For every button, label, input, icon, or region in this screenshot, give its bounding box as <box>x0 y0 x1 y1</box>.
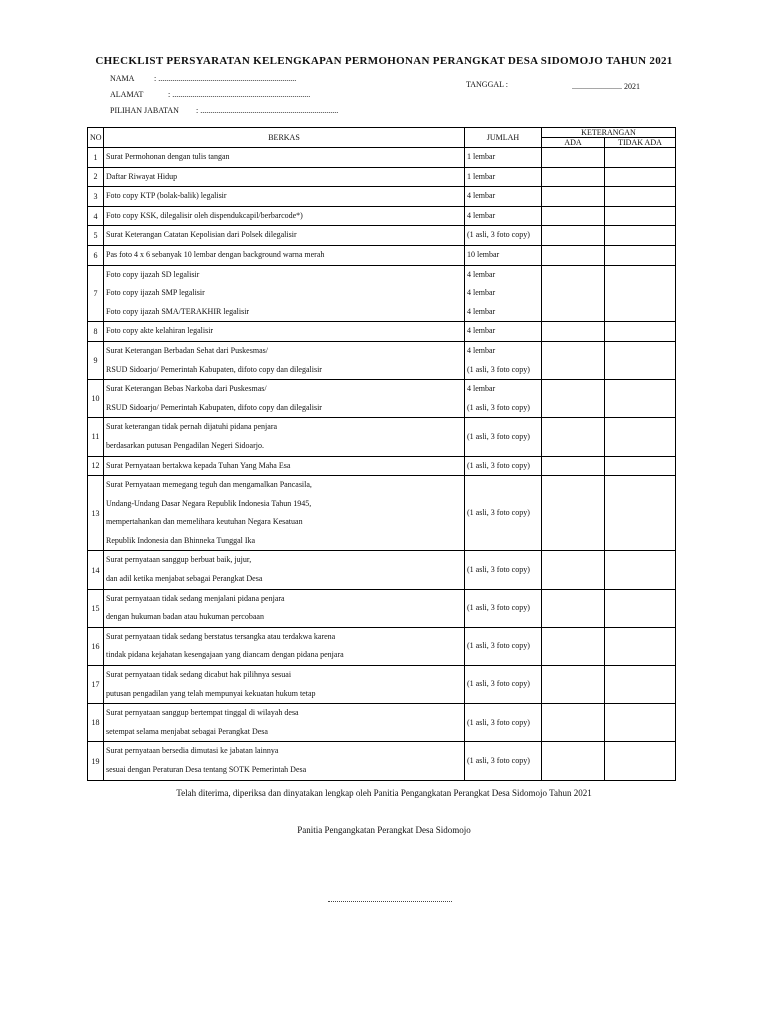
jumlah-line: (1 asli, 3 foto copy) <box>467 717 530 727</box>
row-number: 13 <box>88 476 104 551</box>
tidak-ada-checkbox-cell[interactable] <box>605 666 676 704</box>
ada-checkbox-cell[interactable] <box>542 380 605 418</box>
ada-checkbox-cell[interactable] <box>542 704 605 742</box>
berkas-line: setempat selama menjabat sebagai Perangkat Desa <box>106 726 268 736</box>
jumlah-line: (1 asli, 3 foto copy) <box>467 679 530 689</box>
table-row <box>88 206 676 226</box>
row-number: 15 <box>88 589 104 627</box>
jumlah-line: 10 lembar <box>467 249 500 259</box>
berkas-line: Surat Permohonan dengan tulis tangan <box>106 152 230 161</box>
berkas-line: RSUD Sidoarjo/ Pemerintah Kabupaten, difoto copy dan dilegalisir <box>106 402 322 412</box>
col-header-ada: ADA <box>542 138 605 148</box>
jumlah-cell <box>465 206 542 226</box>
ada-checkbox-cell[interactable] <box>542 666 605 704</box>
berkas-cell <box>104 226 465 246</box>
tidak-ada-checkbox-cell[interactable] <box>605 380 676 418</box>
berkas-line: Foto copy ijazah SD legalisir <box>106 269 200 279</box>
alamat-label: ALAMAT <box>110 90 144 99</box>
berkas-line: dan adil ketika menjabat sebagai Perangkat Desa <box>106 574 263 584</box>
nama-field: : ..................................................................... <box>154 74 297 83</box>
jumlah-cell <box>465 742 542 780</box>
ada-checkbox-cell[interactable] <box>542 742 605 780</box>
jumlah-line: 4 lembar <box>467 191 496 201</box>
berkas-cell <box>104 589 465 627</box>
berkas-cell <box>104 148 465 168</box>
table-row <box>88 341 676 379</box>
jumlah-cell <box>465 265 542 322</box>
ada-checkbox-cell[interactable] <box>542 148 605 168</box>
berkas-line: Foto copy akte kelahiran legalisir <box>106 326 214 336</box>
berkas-cell <box>104 704 465 742</box>
berkas-line: Pas foto 4 x 6 sebanyak 10 lembar dengan background warna merah <box>106 249 325 259</box>
jumlah-line: (1 asli, 3 foto copy) <box>467 431 530 441</box>
berkas-line: Surat pernyataan tidak sedang menjalani pidana penjara <box>106 593 285 603</box>
jumlah-cell <box>465 322 542 342</box>
berkas-cell <box>104 380 465 418</box>
jumlah-cell <box>465 245 542 265</box>
berkas-line: dengan hukuman badan atau hukuman percobaan <box>106 612 264 622</box>
table-row <box>88 167 676 187</box>
table-row <box>88 589 676 627</box>
jumlah-cell <box>465 341 542 379</box>
table-row <box>88 704 676 742</box>
ada-checkbox-cell[interactable] <box>542 187 605 207</box>
jumlah-line: 4 lembar <box>467 288 496 298</box>
col-header-jumlah: JUMLAH <box>465 128 542 148</box>
berkas-line: Surat Keterangan Berbadan Sehat dari Puskesmas/ <box>106 345 268 355</box>
jumlah-cell <box>465 187 542 207</box>
ada-checkbox-cell[interactable] <box>542 418 605 456</box>
berkas-cell <box>104 206 465 226</box>
jumlah-cell <box>465 627 542 665</box>
ada-checkbox-cell[interactable] <box>542 341 605 379</box>
jumlah-cell <box>465 226 542 246</box>
berkas-line: Surat pernyataan sanggup bertempat tinggal di wilayah desa <box>106 708 299 718</box>
berkas-line: Surat Pernyataan bertakwa kepada Tuhan Yang Maha Esa <box>106 460 291 470</box>
col-header-berkas: BERKAS <box>104 128 465 148</box>
berkas-line: Foto copy KSK, dilegalisir oleh dispendukcapil/berbarcode*) <box>106 210 303 220</box>
ada-checkbox-cell[interactable] <box>542 206 605 226</box>
row-number: 2 <box>88 167 104 187</box>
jumlah-line: 4 lembar <box>467 384 496 394</box>
jumlah-cell <box>465 167 542 187</box>
ada-checkbox-cell[interactable] <box>542 167 605 187</box>
tidak-ada-checkbox-cell[interactable] <box>605 627 676 665</box>
jumlah-line: 4 lembar <box>467 345 496 355</box>
tidak-ada-checkbox-cell[interactable] <box>605 742 676 780</box>
table-row <box>88 187 676 207</box>
jumlah-line: (1 asli, 3 foto copy) <box>467 402 530 412</box>
ada-checkbox-cell[interactable] <box>542 476 605 551</box>
row-number: 8 <box>88 322 104 342</box>
table-row <box>88 380 676 418</box>
receipt-statement: Telah diterima, diperiksa dan dinyatakan lengkap oleh Panitia Pengangkatan Perangkat Desa Sidomojo Tahun 2021 <box>176 788 592 798</box>
table-row <box>88 551 676 589</box>
berkas-cell <box>104 418 465 456</box>
row-number: 14 <box>88 551 104 589</box>
jumlah-line: (1 asli, 3 foto copy) <box>467 641 530 651</box>
row-number: 17 <box>88 666 104 704</box>
berkas-line: Foto copy KTP (bolak-balik) legalisir <box>106 191 227 201</box>
row-number: 10 <box>88 380 104 418</box>
table-body <box>88 148 676 781</box>
jumlah-cell <box>465 476 542 551</box>
row-number: 16 <box>88 627 104 665</box>
tidak-ada-checkbox-cell[interactable] <box>605 704 676 742</box>
berkas-line: putusan pengadilan yang telah mempunyai kekuatan hukum tetap <box>106 688 316 698</box>
ada-checkbox-cell[interactable] <box>542 627 605 665</box>
berkas-line: Surat pernyataan bersedia dimutasi ke jabatan lainnya <box>106 746 279 756</box>
berkas-line: Surat keterangan tidak pernah dijatuhi pidana penjara <box>106 422 278 432</box>
nama-label: NAMA <box>110 74 135 83</box>
document-title: CHECKLIST PERSYARATAN KELENGKAPAN PERMOHONAN PERANGKAT DESA SIDOMOJO TAHUN 2021 <box>95 55 673 67</box>
row-number: 3 <box>88 187 104 207</box>
jumlah-cell <box>465 148 542 168</box>
berkas-line: Republik Indonesia dan Bhinneka Tunggal Ika <box>106 535 256 545</box>
row-number: 18 <box>88 704 104 742</box>
berkas-cell <box>104 265 465 322</box>
row-number: 9 <box>88 341 104 379</box>
berkas-line: RSUD Sidoarjo/ Pemerintah Kabupaten, difoto copy dan dilegalisir <box>106 364 322 374</box>
table-row <box>88 456 676 476</box>
berkas-cell <box>104 187 465 207</box>
jumlah-line: 4 lembar <box>467 269 496 279</box>
jumlah-line: 1 lembar <box>467 152 496 161</box>
tidak-ada-checkbox-cell[interactable] <box>605 167 676 187</box>
jumlah-cell <box>465 418 542 456</box>
berkas-line: Foto copy ijazah SMA/TERAKHIR legalisir <box>106 306 250 316</box>
committee-name: Panitia Pengangkatan Perangkat Desa Sidomojo <box>297 825 471 835</box>
berkas-line: mempertahankan dan memelihara keutuhan Negara Kesatuan <box>106 517 303 527</box>
berkas-cell <box>104 666 465 704</box>
berkas-line: Foto copy ijazah SMP legalisir <box>106 288 205 298</box>
table-row <box>88 265 676 322</box>
berkas-cell <box>104 551 465 589</box>
berkas-cell <box>104 476 465 551</box>
row-number: 6 <box>88 245 104 265</box>
col-header-keterangan: KETERANGAN <box>542 128 676 138</box>
table-row <box>88 148 676 168</box>
tidak-ada-checkbox-cell[interactable] <box>605 418 676 456</box>
ada-checkbox-cell[interactable] <box>542 245 605 265</box>
alamat-field: : ..................................................................... <box>168 90 311 99</box>
tidak-ada-checkbox-cell[interactable] <box>605 456 676 476</box>
jumlah-line: (1 asli, 3 foto copy) <box>467 507 530 517</box>
jumlah-line: 4 lembar <box>467 326 496 336</box>
berkas-cell <box>104 245 465 265</box>
berkas-cell <box>104 167 465 187</box>
tidak-ada-checkbox-cell[interactable] <box>605 589 676 627</box>
jumlah-line: (1 asli, 3 foto copy) <box>467 460 530 470</box>
berkas-line: sesuai dengan Peraturan Desa tentang SOTK Pemerintah Desa <box>106 765 307 774</box>
tidak-ada-checkbox-cell[interactable] <box>605 265 676 322</box>
ada-checkbox-cell[interactable] <box>542 265 605 322</box>
jumlah-line: (1 asli, 3 foto copy) <box>467 230 530 240</box>
table-row <box>88 742 676 780</box>
berkas-cell <box>104 742 465 780</box>
tidak-ada-checkbox-cell[interactable] <box>605 322 676 342</box>
table-row <box>88 476 676 551</box>
tidak-ada-checkbox-cell[interactable] <box>605 226 676 246</box>
tidak-ada-checkbox-cell[interactable] <box>605 341 676 379</box>
berkas-line: tindak pidana kejahatan kesengajaan yang diancam dengan pidana penjara <box>106 650 344 660</box>
berkas-cell <box>104 456 465 476</box>
tidak-ada-checkbox-cell[interactable] <box>605 148 676 168</box>
row-number: 19 <box>88 742 104 780</box>
jumlah-line: 4 lembar <box>467 306 496 316</box>
row-number: 12 <box>88 456 104 476</box>
berkas-line: Surat pernyataan tidak sedang berstatus tersangka atau terdakwa karena <box>106 631 336 641</box>
table-row <box>88 245 676 265</box>
berkas-line: berdasarkan putusan Pengadilan Negeri Sidoarjo. <box>106 440 264 450</box>
jumlah-line: 1 lembar <box>467 171 496 181</box>
berkas-line: Surat Keterangan Catatan Kepolisian dari Polsek dilegalisir <box>106 230 297 240</box>
jumlah-line: 4 lembar <box>467 210 496 220</box>
table-row <box>88 666 676 704</box>
berkas-line: Surat pernyataan sanggup berbuat baik, jujur, <box>106 555 252 565</box>
table-row <box>88 226 676 246</box>
jumlah-cell <box>465 666 542 704</box>
checklist-table <box>87 127 676 781</box>
tidak-ada-checkbox-cell[interactable] <box>605 245 676 265</box>
jumlah-cell <box>465 456 542 476</box>
row-number: 1 <box>88 148 104 168</box>
berkas-cell <box>104 627 465 665</box>
col-header-tidak-ada: TIDAK ADA <box>605 138 676 148</box>
jumlah-line: (1 asli, 3 foto copy) <box>467 564 530 574</box>
table-row <box>88 322 676 342</box>
jumlah-line: (1 asli, 3 foto copy) <box>467 755 530 765</box>
row-number: 5 <box>88 226 104 246</box>
signature-line <box>328 901 452 902</box>
ada-checkbox-cell[interactable] <box>542 589 605 627</box>
table-header-row <box>88 128 676 138</box>
ada-checkbox-cell[interactable] <box>542 322 605 342</box>
col-header-no: NO <box>88 128 104 148</box>
tidak-ada-checkbox-cell[interactable] <box>605 206 676 226</box>
berkas-line: Undang-Undang Dasar Negara Republik Indonesia Tahun 1945, <box>106 498 312 508</box>
table-row <box>88 418 676 456</box>
tanggal-label: TANGGAL : <box>466 80 508 89</box>
jumlah-cell <box>465 704 542 742</box>
berkas-line: Surat Pernyataan memegang teguh dan mengamalkan Pancasila, <box>106 480 312 490</box>
row-number: 7 <box>88 265 104 322</box>
row-number: 4 <box>88 206 104 226</box>
ada-checkbox-cell[interactable] <box>542 456 605 476</box>
jumlah-cell <box>465 380 542 418</box>
jumlah-cell <box>465 589 542 627</box>
berkas-cell <box>104 322 465 342</box>
ada-checkbox-cell[interactable] <box>542 551 605 589</box>
berkas-line: Surat Keterangan Bebas Narkoba dari Puskesmas/ <box>106 384 267 394</box>
tidak-ada-checkbox-cell[interactable] <box>605 187 676 207</box>
tidak-ada-checkbox-cell[interactable] <box>605 476 676 551</box>
table-row <box>88 627 676 665</box>
jabatan-field: : ..................................................................... <box>196 106 339 115</box>
jumlah-line: (1 asli, 3 foto copy) <box>467 364 530 374</box>
berkas-cell <box>104 341 465 379</box>
tanggal-field: ......................... 2021 <box>572 82 640 91</box>
tidak-ada-checkbox-cell[interactable] <box>605 551 676 589</box>
berkas-line: Daftar Riwayat Hidup <box>106 171 178 181</box>
row-number: 11 <box>88 418 104 456</box>
berkas-line: Surat pernyataan tidak sedang dicabut hak pilihnya sesuai <box>106 670 292 680</box>
jumlah-cell <box>465 551 542 589</box>
jabatan-label: PILIHAN JABATAN <box>110 106 179 115</box>
ada-checkbox-cell[interactable] <box>542 226 605 246</box>
jumlah-line: (1 asli, 3 foto copy) <box>467 602 530 612</box>
